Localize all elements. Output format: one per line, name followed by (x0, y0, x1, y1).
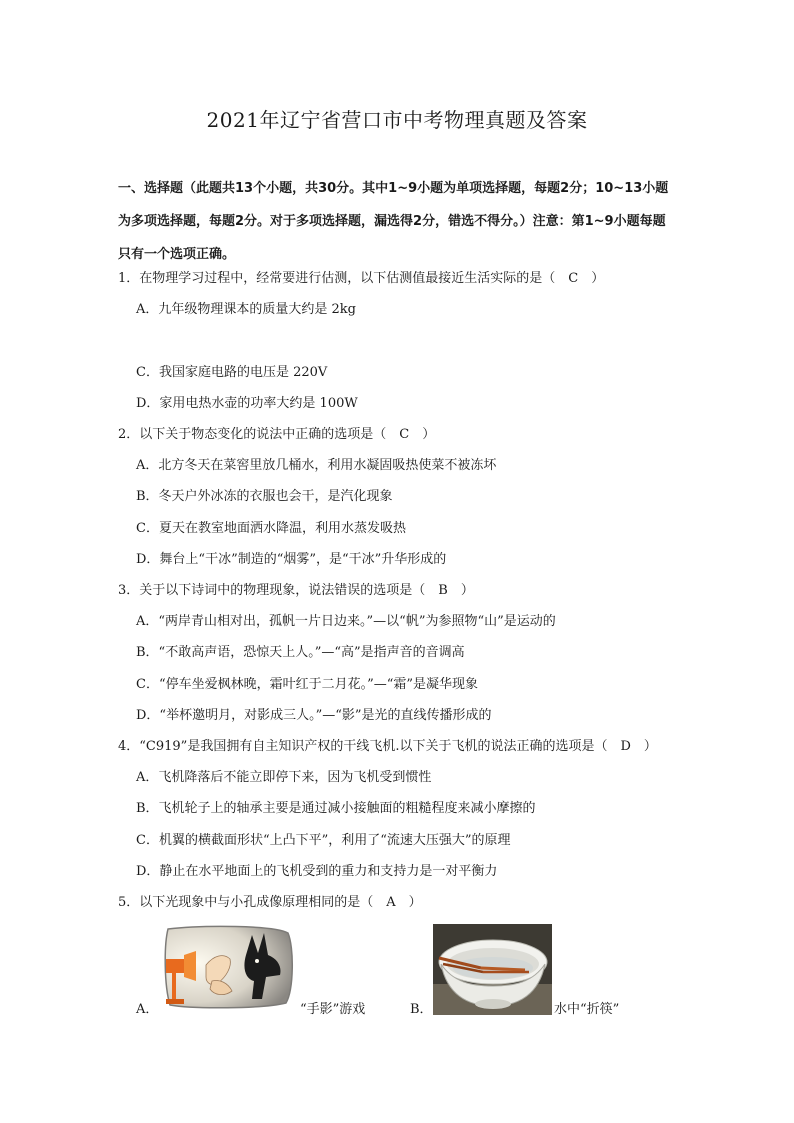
question-2-option-d: D．舞台上“干冰”制造的“烟雾”，是“干冰”升华形成的 (136, 552, 447, 567)
section-header: 一、选择题（此题共13个小题，共30分。其中1~9小题为单项选择题，每题2分；10~13小题为多项选择题，每题2分。对于多项选择题，漏选得2分，错选不得分。）注意：第1~9小题每题只有一个选项正确。 (118, 181, 669, 262)
question-4-option-d: D．静止在水平地面上的飞机受到的重力和支持力是一对平衡力 (136, 864, 498, 879)
question-3-option-c: C．“停车坐爱枫林晚，霜叶红于二月花。”—“霜”是凝华现象 (136, 677, 479, 692)
question-1-option-d: D．家用电热水壶的功率大约是 100W (136, 396, 358, 411)
question-4-stem: 4．“C919”是我国拥有自主知识产权的干线飞机.以下关于飞机的说法正确的选项是（ D ） (118, 739, 657, 754)
question-1-option-a: A．九年级物理课本的质量大约是 2kg (136, 302, 356, 317)
question-3-option-b: B．“不敢高声语，恐惊天上人。”—“高”是指声音的音调高 (136, 645, 465, 660)
question-2-option-b: B．冬天户外冰冻的衣服也会干，是汽化现象 (136, 489, 393, 504)
question-4-option-c: C．机翼的横截面形状“上凸下平”，利用了“流速大压强大”的原理 (136, 833, 511, 848)
hand-shadow-image (162, 925, 294, 1009)
page-title: 2021年辽宁省营口市中考物理真题及答案 (206, 108, 588, 132)
question-4-option-b: B．飞机轮子上的轴承主要是通过减小接触面的粗糙程度来减小摩擦的 (136, 801, 536, 816)
question-4-option-a: A．飞机降落后不能立即停下来，因为飞机受到惯性 (136, 770, 432, 785)
question-1-stem: 1．在物理学习过程中，经常要进行估测，以下估测值最接近生活实际的是（ C ） (118, 271, 605, 286)
question-3-option-d: D．“举杯邀明月，对影成三人。”—“影”是光的直线传播形成的 (136, 708, 492, 723)
question-3-stem: 3．关于以下诗词中的物理现象，说法错误的选项是（ B ） (118, 583, 474, 598)
question-2-option-c: C．夏天在教室地面洒水降温，利用水蒸发吸热 (136, 521, 406, 536)
question-3-option-a: A．“两岸青山相对出，孤帆一片日边来。”—以“帆”为参照物“山”是运动的 (136, 614, 556, 629)
figure-a-caption: “手影”游戏 (300, 1002, 366, 1017)
question-2-option-a: A．北方冬天在菜窖里放几桶水，利用水凝固吸热使菜不被冻坏 (136, 458, 497, 473)
figure-b-letter: B． (410, 1002, 433, 1017)
figure-a-letter: A． (136, 1002, 159, 1017)
bent-chopsticks-image (433, 924, 552, 1015)
figure-b-caption: 水中“折筷” (554, 1002, 620, 1017)
question-2-stem: 2．以下关于物态变化的说法中正确的选项是（ C ） (118, 427, 436, 442)
question-5-stem: 5．以下光现象中与小孔成像原理相同的是（ A ） (118, 895, 422, 910)
question-1-option-c: C．我国家庭电路的电压是 220V (136, 365, 328, 380)
